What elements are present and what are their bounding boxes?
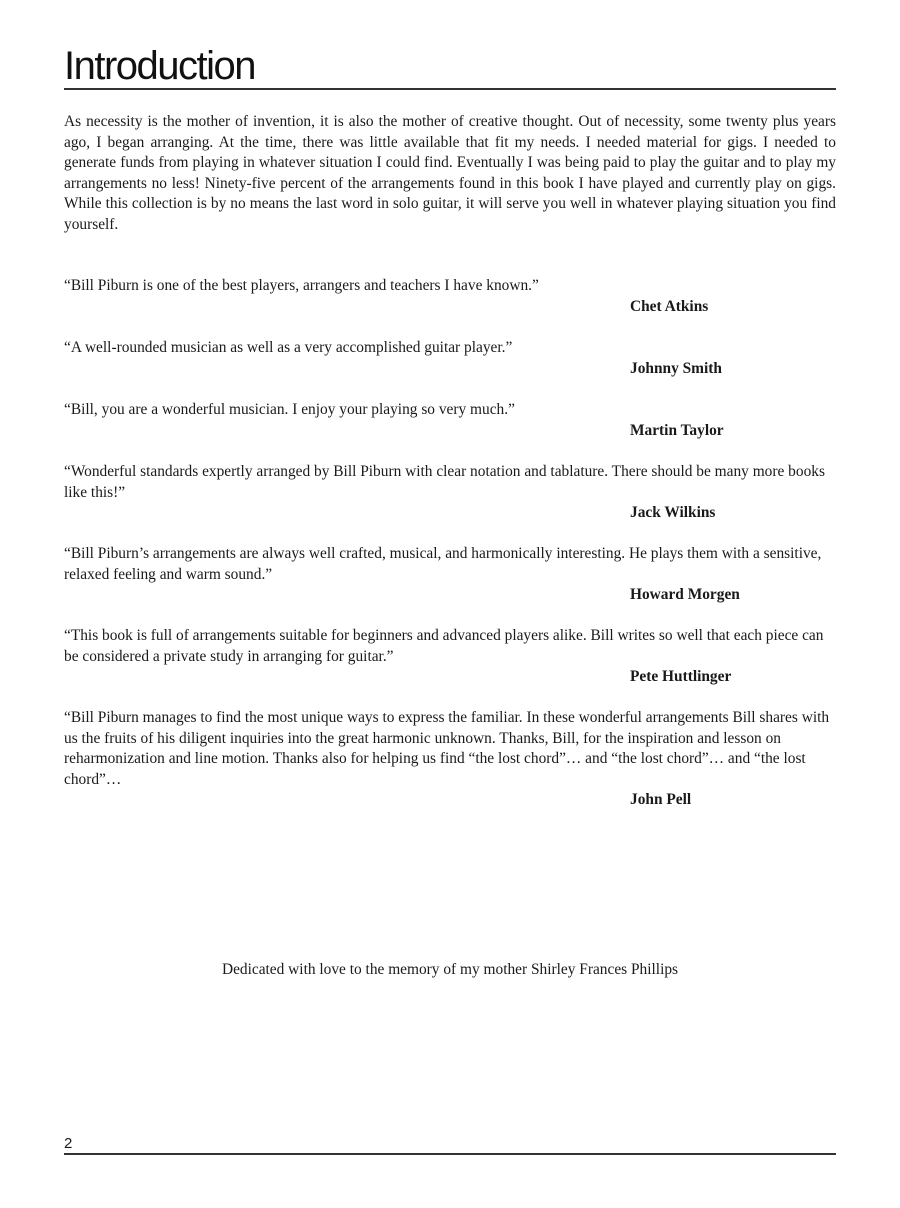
testimonial-text: “Bill Piburn manages to find the most unique ways to express the familiar. In these wonderful arrangements Bill shares with us the fruits of his diligent inquiries into the great harmonic unknown. Thanks, Bill, for the inspiration and lesson on reharmonization and line motion. Thanks also for helping us find “the lost chord”… and “the lost chord”… and “the lost chord”… — [64, 709, 830, 788]
dedication: Dedicated with love to the memory of my mother Shirley Frances Phillips — [221, 961, 679, 978]
testimonial-john-pell — [64, 708, 836, 811]
testimonial-author: Pete Huttlinger — [630, 668, 732, 686]
testimonial-author: John Pell — [630, 791, 692, 809]
testimonial-author: Martin Taylor — [630, 421, 724, 439]
testimonial-text: “Wonderful standards expertly arranged by Bill Piburn with clear notation and tablature. There should be many more books like this!” — [64, 463, 825, 501]
testimonial-pete-huttlinger — [64, 626, 836, 688]
testimonial-chet-atkins — [64, 276, 836, 317]
footer-rule — [64, 1153, 836, 1155]
testimonial-author: Howard Morgen — [630, 586, 740, 604]
testimonial-howard-morgen — [64, 544, 836, 606]
testimonial-author: Johnny Smith — [630, 359, 722, 377]
title-underline — [64, 88, 836, 90]
testimonial-author: Chet Atkins — [630, 297, 709, 315]
testimonial-author: Jack Wilkins — [630, 504, 716, 522]
testimonial-text: “This book is full of arrangements suitable for beginners and advanced players alike. Bill writes so well that each piece can be considered a private study in arranging for guitar.” — [64, 627, 824, 665]
page-number: 2 — [64, 1135, 73, 1152]
testimonial-text: “Bill Piburn’s arrangements are always well crafted, musical, and harmonically interesting. He plays them with a sensitive, relaxed feeling and warm sound.” — [64, 545, 822, 583]
intro-paragraph: As necessity is the mother of invention, it is also the mother of creative thought. Out of necessity, some twenty plus years ago, I began arranging. At the time, there was little available that fit my needs. I needed material for gigs. I needed to generate funds from playing in whatever situation I could find. Eventually I was being paid to play the guitar and to play my arrangements no less! Ninety-five percent of the arrangements found in this book I have played and currently play on gigs. While this collection is by no means the last word in solo guitar, it will serve you well in whatever playing situation you find yourself. — [64, 113, 836, 233]
testimonial-text: “Bill Piburn is one of the best players, arrangers and teachers I have known.” — [64, 277, 539, 294]
testimonial-johnny-smith — [64, 338, 836, 379]
testimonial-text: “Bill, you are a wonderful musician. I enjoy your playing so very much.” — [64, 401, 515, 418]
page-title: Introduction — [64, 44, 256, 88]
testimonial-text: “A well-rounded musician as well as a very accomplished guitar player.” — [64, 339, 513, 356]
testimonial-martin-taylor — [64, 400, 836, 441]
testimonial-jack-wilkins — [64, 462, 836, 524]
